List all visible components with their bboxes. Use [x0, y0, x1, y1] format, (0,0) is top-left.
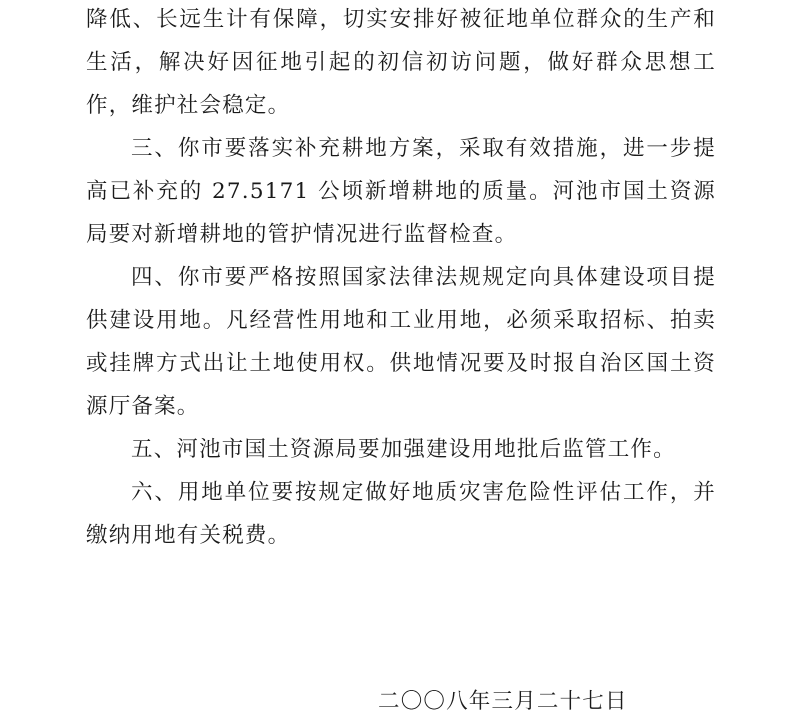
document-body: [86, 0, 716, 557]
paragraph-item-four: 四、你市要严格按照国家法律法规规定向具体建设项目提供建设用地。凡经营性用地和工业用地，必须采取招标、拍卖或挂牌方式出让土地使用权。供地情况要及时报自治区国土资源厅备案。: [86, 265, 716, 419]
document-date: 二〇〇八年三月二十七日: [378, 689, 628, 714]
paragraph-continuation: 降低、长远生计有保障，切实安排好被征地单位群众的生产和生活，解决好因征地引起的初信初访问题，做好群众思想工作，维护社会稳定。: [86, 7, 716, 118]
paragraph-item-six: 六、用地单位要按规定做好地质灾害危险性评估工作，并缴纳用地有关税费。: [86, 480, 716, 548]
paragraph-item-five: 五、河池市国土资源局要加强建设用地批后监管工作。: [131, 437, 676, 462]
paragraph-item-three: 三、你市要落实补充耕地方案，采取有效措施，进一步提高已补充的 27.5171 公顷新增耕地的质量。河池市国土资源局要对新增耕地的管护情况进行监督检查。: [86, 136, 716, 247]
